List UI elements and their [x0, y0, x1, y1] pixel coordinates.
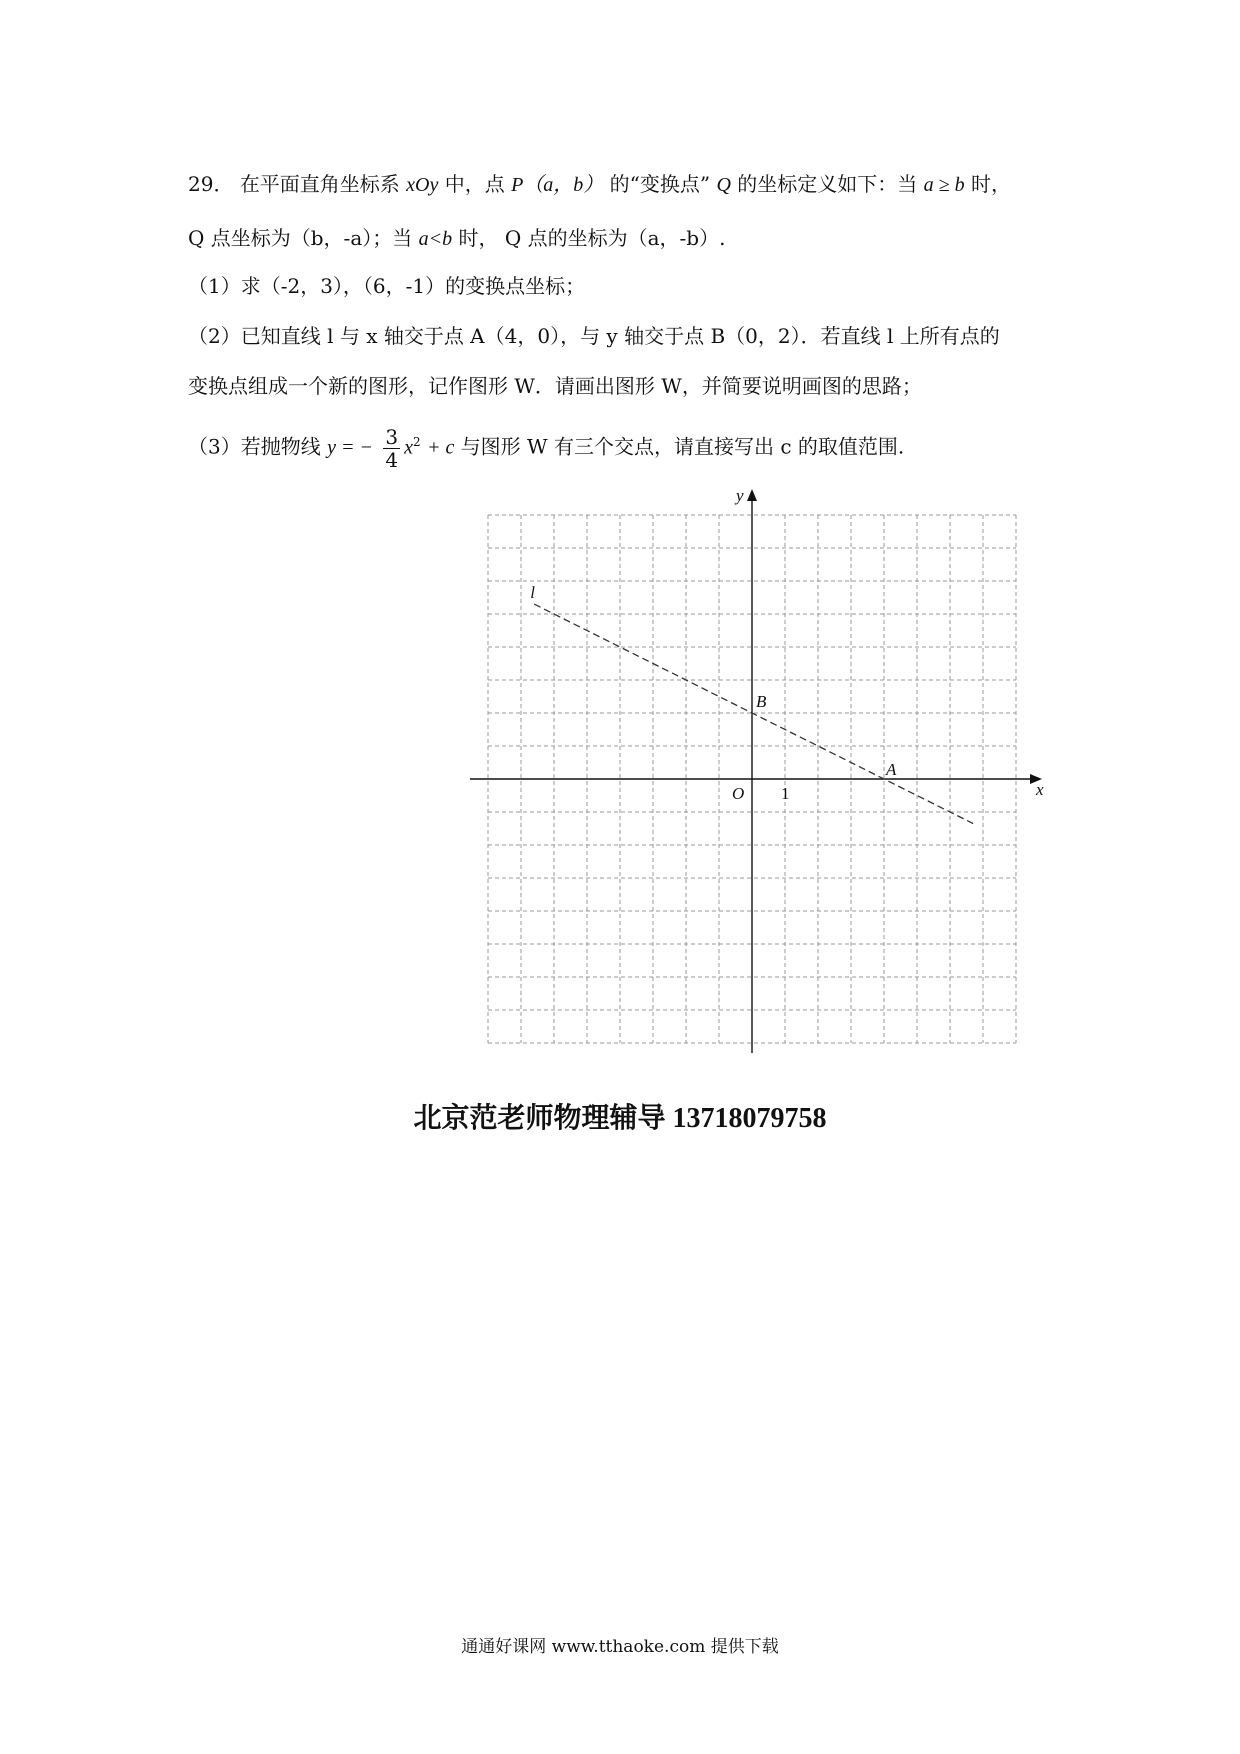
part-2-line-2: [188, 372, 922, 400]
problem-line-1: [188, 170, 1011, 199]
line-l: [534, 604, 973, 823]
line2-text-a: Q 点坐标为（b，-a）；当: [188, 226, 413, 250]
fraction-numerator: 3: [385, 424, 399, 449]
fraction-denominator: 4: [385, 447, 399, 472]
y-axis-arrow: [747, 489, 757, 501]
line2-text-b: 时，: [458, 226, 499, 250]
tick-label-one: 1: [781, 784, 790, 803]
y-axis-label: y: [736, 486, 744, 505]
intro-text-5: 时，: [971, 172, 1011, 196]
condition-1: a ≥ b: [923, 174, 965, 196]
condition-2: a<b: [418, 228, 453, 250]
part-1-text: （1）求（-2，3），（6，-1）的变换点坐标；: [188, 274, 586, 298]
part-3-prefix: （3）若抛物线: [188, 434, 321, 459]
tutor-banner: 北京范老师物理辅导 13718079758: [413, 1103, 827, 1134]
intro-text-1: 在平面直角坐标系: [239, 172, 400, 196]
part-3-suffix: 与图形 W 有三个交点，请直接写出 c 的取值范围.: [460, 434, 905, 459]
part-2-text-2: 变换点组成一个新的图形，记作图形 W．请画出图形 W，并简要说明画图的思路；: [188, 374, 922, 398]
intro-text-2: 中，点: [444, 172, 505, 196]
x-axis-label: x: [1036, 780, 1044, 799]
part-3-c: + c: [426, 436, 455, 459]
coordinate-figure: [470, 482, 1070, 1062]
origin-label: O: [732, 784, 745, 803]
part-3-y: y = −: [327, 436, 373, 459]
coordinate-plane: [470, 482, 1070, 1062]
fraction: [383, 426, 400, 471]
line-l-label: l: [530, 583, 535, 603]
point-p: P（a，b）: [511, 174, 604, 196]
point-q: Q: [716, 174, 731, 196]
line2-text-c: Q 点的坐标为（a，-b）.: [504, 226, 726, 250]
part-3-exponent: 2: [412, 435, 421, 449]
intro-text-3: 的“变换点”: [609, 172, 711, 196]
problem-line-2: [188, 224, 725, 253]
system-name: xOy: [406, 174, 439, 196]
point-a-label: A: [886, 760, 897, 779]
part-2-text-1: （2）已知直线 l 与 x 轴交于点 A（4，0），与 y 轴交于点 B（0，2）．若直线 l 上所有点的: [188, 324, 1000, 348]
part-3: [188, 414, 904, 476]
point-b-label: B: [756, 692, 767, 711]
part-2-line-1: [188, 322, 1000, 350]
intro-text-4: 的坐标定义如下：当: [737, 172, 918, 196]
footer-credit: 通通好课网 www.tthaoke.com 提供下载: [461, 1637, 779, 1657]
part-3-x: x: [404, 436, 413, 459]
part-1: [188, 272, 585, 300]
problem-number: 29．: [188, 172, 234, 196]
